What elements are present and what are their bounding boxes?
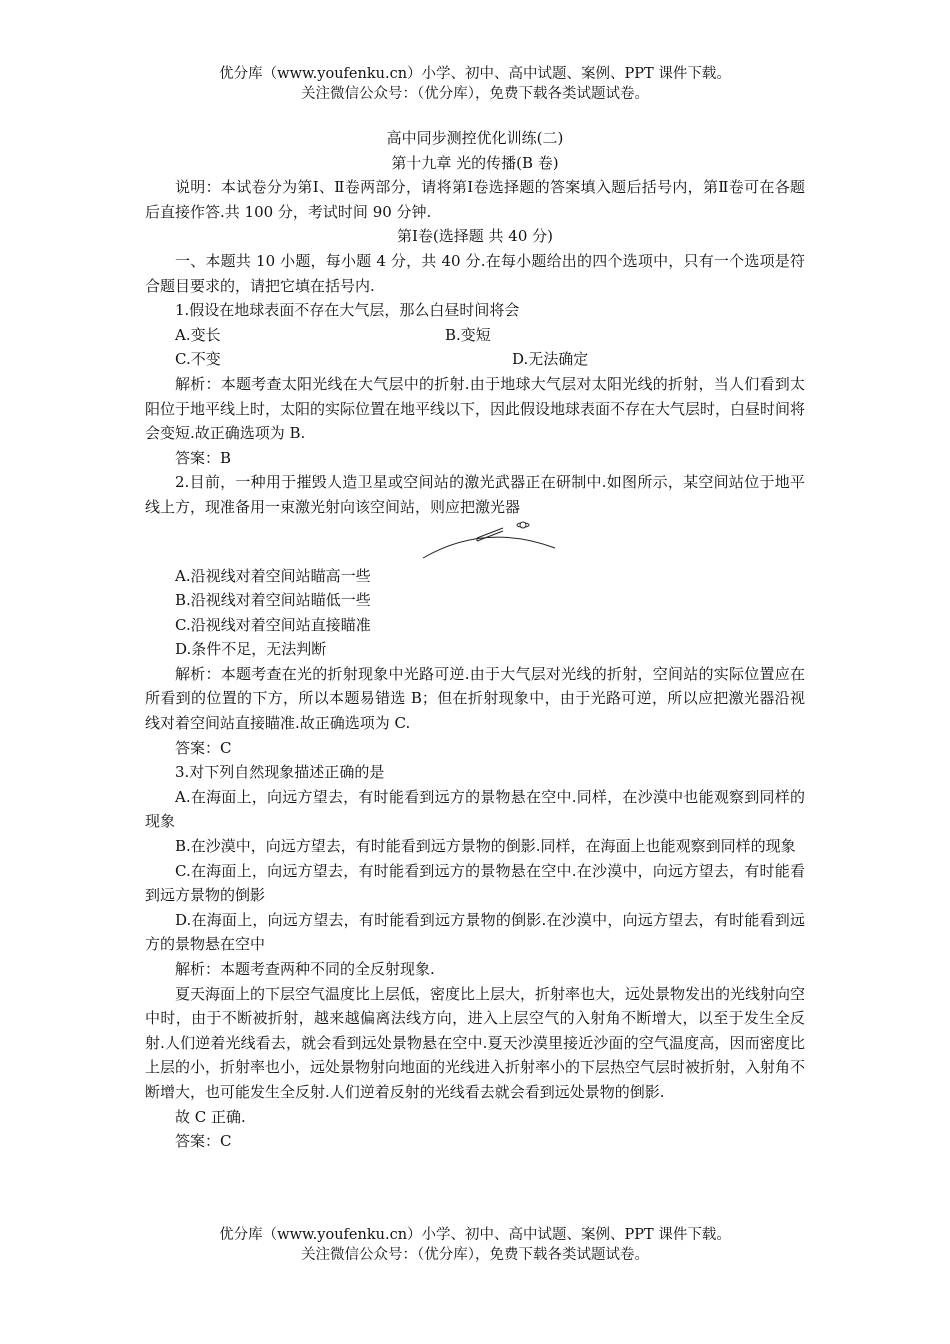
- question-1-option-a: A.变长: [175, 325, 221, 344]
- header-line-1: 优分库（www.youfenku.cn）小学、初中、高中试题、案例、PPT 课件下载。: [219, 66, 731, 82]
- page-footer: [0, 1225, 950, 1265]
- section-1-instructions: 一、本题共 10 小题，每小题 4 分，共 40 分.在每小题给出的四个选项中，只有一个选项是符合题目要求的，请把它填在括号内.: [145, 251, 805, 295]
- question-3-analysis: 解析：本题考查两种不同的全反射现象.: [175, 960, 435, 978]
- page-header: [0, 64, 950, 104]
- question-3-conclusion: 故 C 正确.: [175, 1107, 246, 1126]
- question-2-stem: 2.目前，一种用于摧毁人造卫星或空间站的激光武器正在研制中.如图所示，某空间站位于地平线上方，现准备用一束激光射向该空间站，则应把激光器: [145, 473, 805, 516]
- question-1-option-c: C.不变: [175, 350, 221, 369]
- question-1-option-d: D.无法确定: [512, 350, 589, 369]
- question-2-option-b: B.沿视线对着空间站瞄低一些: [175, 591, 371, 610]
- question-1-stem: 1.假设在地球表面不存在大气层，那么白昼时间将会: [175, 301, 520, 320]
- horizon-arc: [423, 537, 555, 558]
- question-3-option-d: D.在海面上，向远方望去，有时能看到远方景物的倒影.在沙漠中，向远方望去，有时能看到远方的景物悬在空中: [145, 910, 805, 954]
- question-2-option-d: D.条件不足，无法判断: [175, 640, 327, 659]
- question-3-stem: 3.对下列自然现象描述正确的是: [175, 763, 385, 782]
- question-2-answer: 答案：C: [175, 738, 232, 757]
- question-3-option-c: C.在海面上，向远方望去，有时能看到远方的景物悬在空中.在沙漠中，向远方望去，有时能看到远方景物的倒影: [145, 861, 805, 905]
- question-1-options-row-2: [145, 347, 805, 372]
- question-1-option-b: B.变短: [445, 325, 491, 344]
- section-1-title: 第Ⅰ卷(选择题 共 40 分): [396, 227, 554, 246]
- footer-line-1: 优分库（www.youfenku.cn）小学、初中、高中试题、案例、PPT 课件下载。: [219, 1227, 731, 1243]
- question-2-option-c: C.沿视线对着空间站直接瞄准: [175, 615, 371, 634]
- question-3-option-b: B.在沙漠中，向远方望去，有时能看到远方景物的倒影.同样，在海面上也能观察到同样的现象: [175, 837, 796, 856]
- horizon-laser-diagram: [415, 520, 565, 560]
- exam-instructions: 说明：本试卷分为第Ⅰ、Ⅱ卷两部分，请将第Ⅰ卷选择题的答案填入题后括号内，第Ⅱ卷可在各题后直接作答.共 100 分，考试时间 90 分钟.: [145, 178, 805, 221]
- question-1-answer: 答案：B: [175, 448, 232, 467]
- doc-title: 高中同步测控优化训练(二): [386, 129, 564, 147]
- question-2-analysis: 解析：本题考查在光的折射现象中光路可逆.由于大气层对光线的折射，空间站的实际位置应在所看到的位置的下方，所以本题易错选 B；但在折射现象中，由于光路可逆，所以应把激光器沿视线对着空间站直接瞄准.故正确选项为 C.: [145, 664, 805, 733]
- question-2-figure: [145, 520, 805, 564]
- footer-line-2: 关注微信公众号：（优分库），免费下载各类试题试卷。: [301, 1247, 649, 1263]
- question-3-explanation: 夏天海面上的下层空气温度比上层低，密度比上层大，折射率也大，远处景物发出的光线射向空中时，由于不断被折射，越来越偏离法线方向，进入上层空气的入射角不断增大，以至于发生全反射.人们逆着光线看去，就会看到远处景物悬在空中.夏天沙漠里接近沙面的空气温度高，因而密度比上层的小，折射率也小，远处景物射向地面的光线进入折射率小的下层热空气层时被折射，入射角不断增大，也可能发生全反射.人们逆着反射的光线看去就会看到远处景物的倒影.: [145, 984, 806, 1101]
- doc-subtitle: 第十九章 光的传播(B 卷): [391, 153, 559, 172]
- laser-device-icon: [477, 528, 503, 541]
- question-2-option-a: A.沿视线对着空间站瞄高一些: [175, 566, 371, 585]
- space-station-icon: [517, 522, 529, 528]
- question-3-option-a: A.在海面上，向远方望去，有时能看到远方的景物悬在空中.同样，在沙漠中也能观察到同样的现象: [145, 787, 805, 831]
- question-1-analysis: 解析：本题考查太阳光线在大气层中的折射.由于地球大气层对太阳光线的折射，当人们看到太阳位于地平线上时，太阳的实际位置在地平线以下，因此假设地球表面不存在大气层时，白昼时间将会变短.故正确选项为 B.: [145, 374, 806, 443]
- question-1-options-row-1: [145, 323, 805, 348]
- question-3-answer: 答案：C: [175, 1132, 232, 1151]
- header-line-2: 关注微信公众号：（优分库），免费下载各类试题试卷。: [301, 86, 649, 102]
- document-body: [145, 126, 805, 1154]
